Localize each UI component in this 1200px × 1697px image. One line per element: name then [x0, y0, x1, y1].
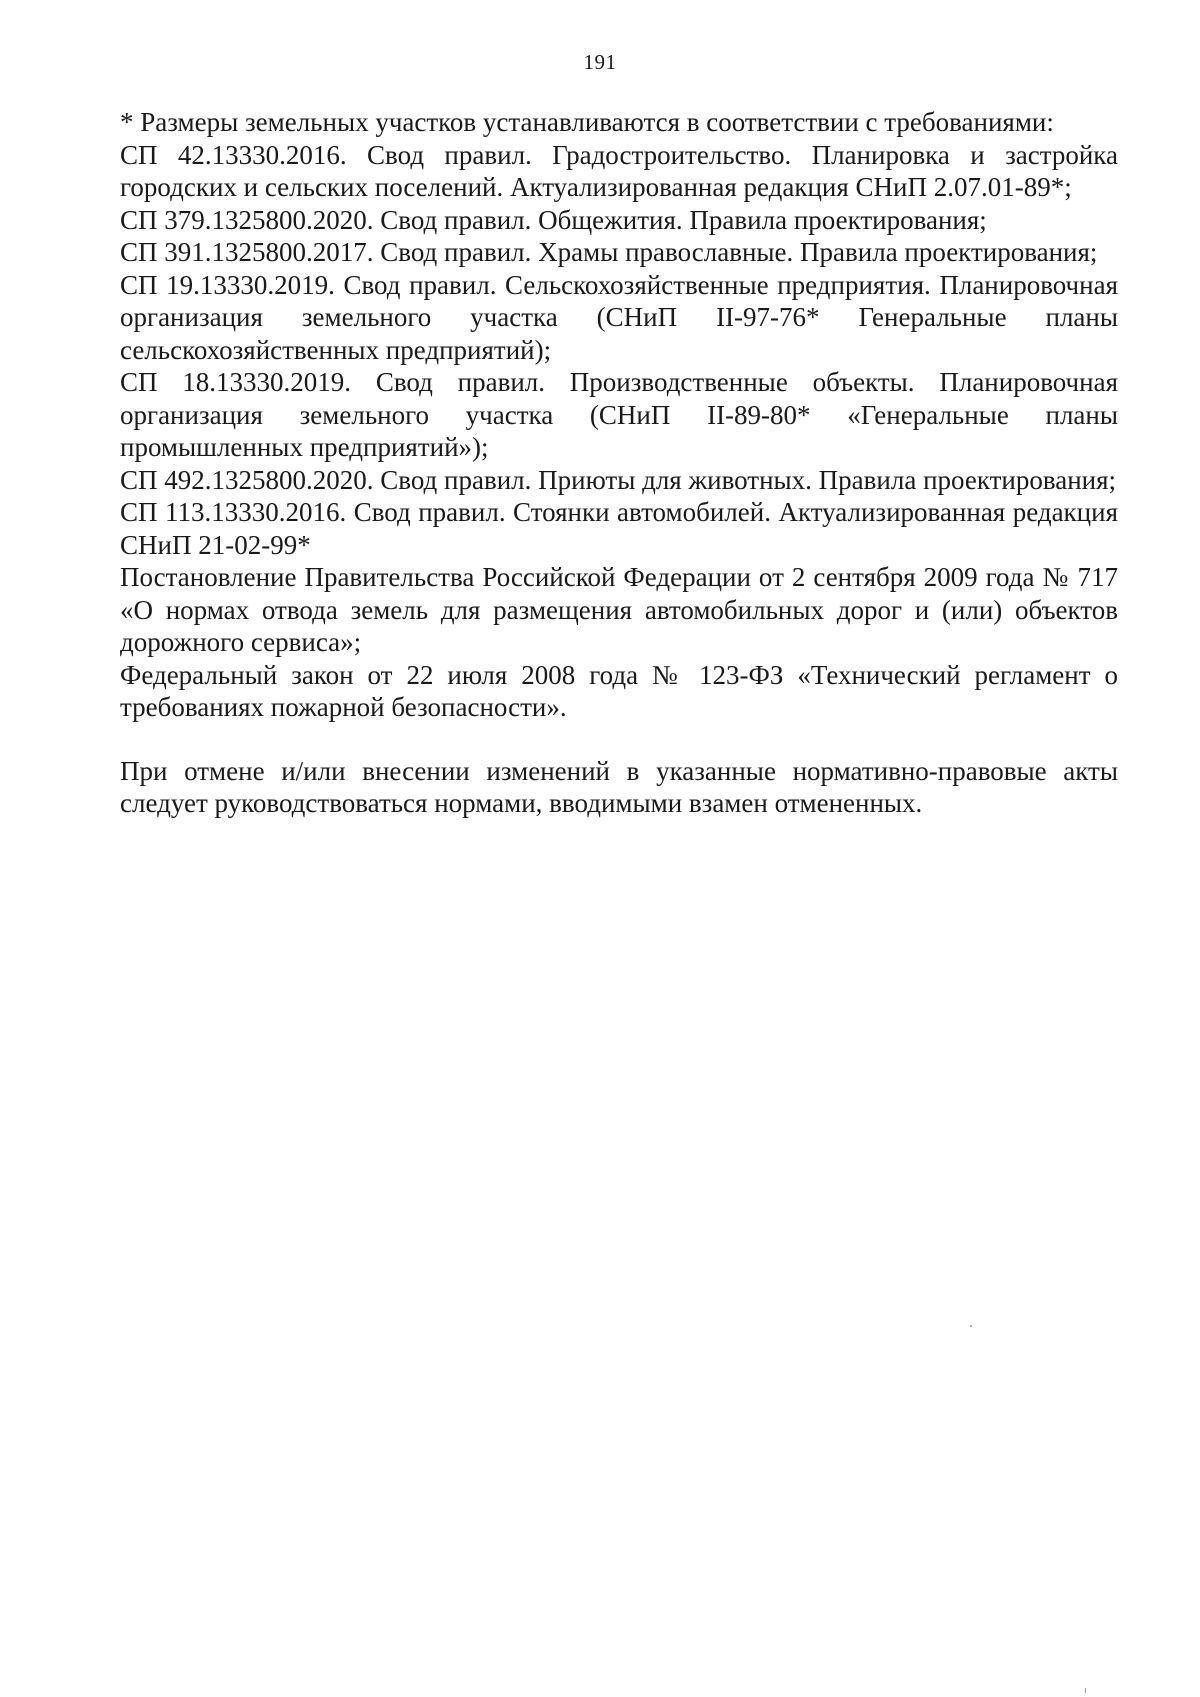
- reference-sp-379: СП 379.1325800.2020. Свод правил. Общежития. Правила проектирования;: [120, 204, 987, 235]
- reference-sp-19: СП 19.13330.2019. Свод правил. Сельскохозяйственные предприятия. Планировочная организация земельного участка (СНиП II-97-76* Генеральные планы сельскохозяйственных предприятий);: [120, 269, 1118, 365]
- document-body: [120, 106, 1118, 820]
- closing-note: При отмене и/или внесении изменений в указанные нормативно-правовые акты следует руководствоваться нормами, вводимыми взамен отмененных.: [120, 755, 1118, 818]
- reference-sp-42: СП 42.13330.2016. Свод правил. Градостроительство. Планировка и застройка городских и сельских поселений. Актуализированная редакция СНиП 2.07.01-89*;: [120, 139, 1118, 202]
- reference-federal-law: Федеральный закон от 22 июля 2008 года № 123-ФЗ «Технический регламент о требованиях пожарной безопасности».: [120, 659, 1118, 722]
- scan-speck: [970, 1325, 972, 1327]
- scan-speck: [1085, 1688, 1086, 1693]
- reference-government-decree: Постановление Правительства Российской Федерации от 2 сентября 2009 года № 717 «О нормах отвода земель для размещения автомобильных дорог и (или) объектов дорожного сервиса»;: [120, 562, 1118, 657]
- reference-sp-113: СП 113.13330.2016. Свод правил. Стоянки автомобилей. Актуализированная редакция СНиП 21-02-99*: [120, 497, 1118, 560]
- reference-sp-391: СП 391.1325800.2017. Свод правил. Храмы православные. Правила проектирования;: [120, 237, 1098, 267]
- reference-sp-492: СП 492.1325800.2020. Свод правил. Приюты для животных. Правила проектирования;: [120, 464, 1117, 495]
- footnote-intro: * Размеры земельных участков устанавливаются в соответствии с требованиями:: [120, 107, 1054, 137]
- page-number: 191: [583, 50, 617, 74]
- reference-sp-18: СП 18.13330.2019. Свод правил. Производственные объекты. Планировочная организация земельного участка (СНиП II-89-80* «Генеральные планы промышленных предприятий»);: [120, 367, 1118, 462]
